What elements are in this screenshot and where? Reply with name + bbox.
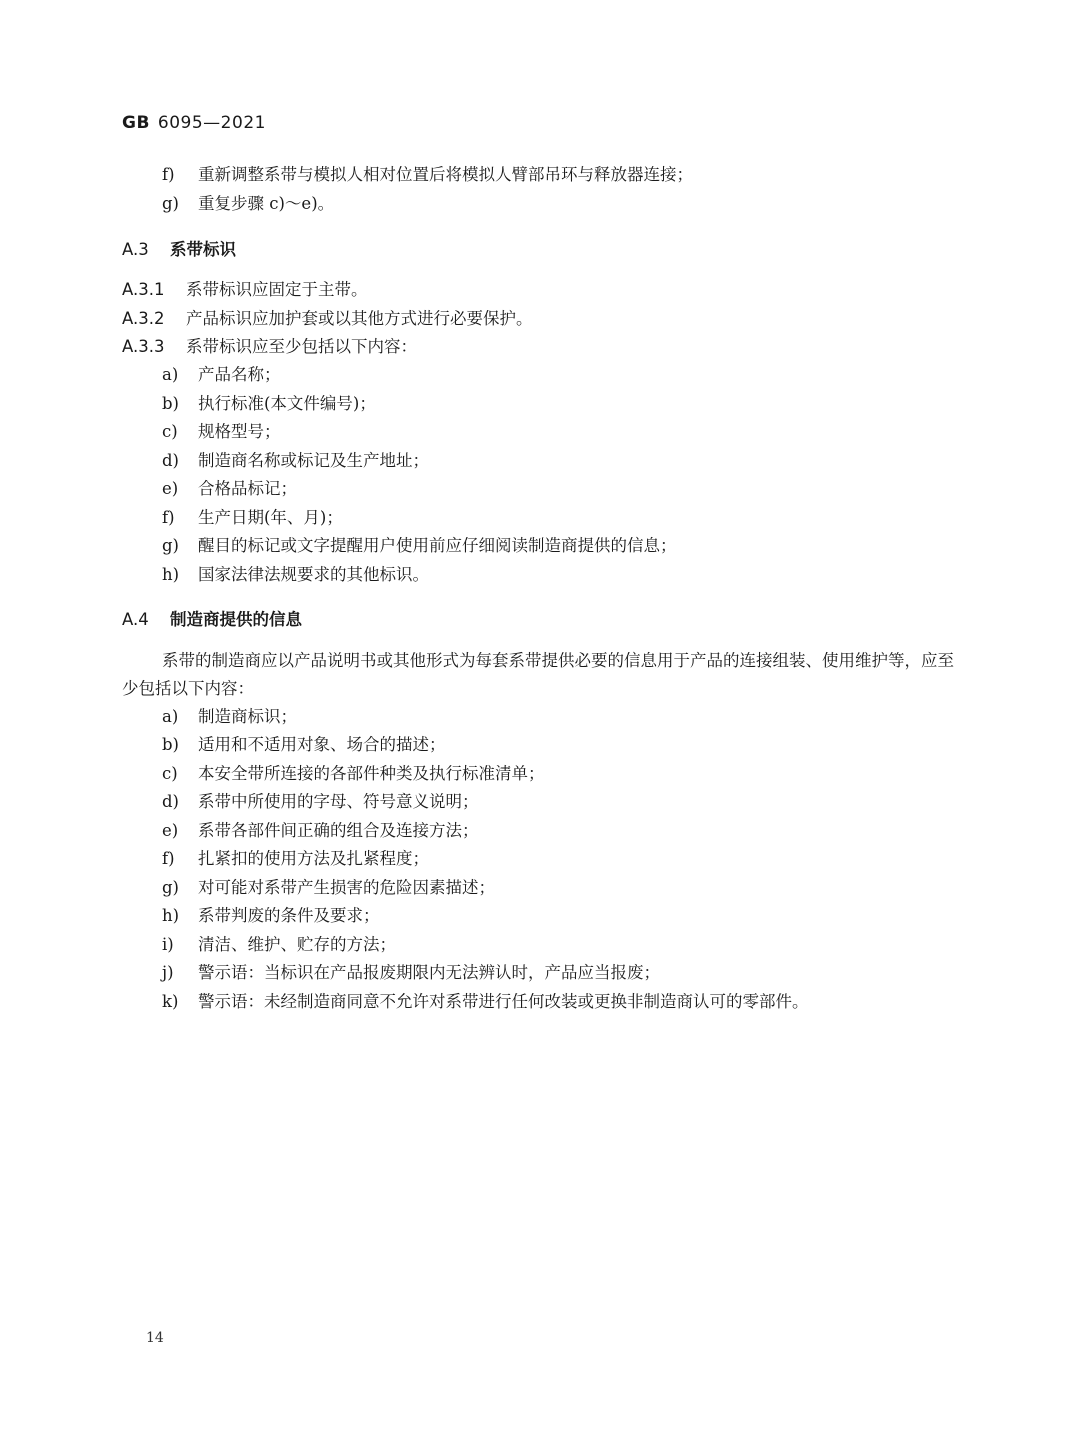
clause-a3-1 <box>122 279 368 301</box>
section-title: 制造商提供的信息 <box>170 610 302 629</box>
list-text: 重新调整系带与模拟人相对位置后将模拟人臂部吊环与释放器连接； <box>198 165 693 184</box>
list-marker: a) <box>162 365 179 384</box>
list-marker: g) <box>162 194 179 213</box>
list-marker: b) <box>162 394 179 413</box>
section-heading-a4 <box>122 606 302 630</box>
section-number: A.3 <box>122 240 149 259</box>
list-marker: c) <box>162 764 178 783</box>
list-item <box>162 507 343 529</box>
list-text: 警示语：当标识在产品报废期限内无法辨认时，产品应当报废； <box>198 963 660 982</box>
list-marker: h) <box>162 906 180 925</box>
list-marker: d) <box>162 451 179 470</box>
clause-number: A.3.3 <box>122 337 165 356</box>
list-marker: e) <box>162 821 179 840</box>
list-item <box>162 706 297 728</box>
clause-number: A.3.1 <box>122 280 165 299</box>
list-item <box>162 877 495 899</box>
clause-text: 系带标识应至少包括以下内容： <box>186 337 417 356</box>
list-marker: f) <box>162 508 175 527</box>
page-number: 14 <box>146 1330 164 1346</box>
list-item <box>162 962 660 984</box>
standard-prefix: GB <box>122 113 150 133</box>
list-text: 产品名称； <box>198 365 281 384</box>
clause-text: 产品标识应加护套或以其他方式进行必要保护。 <box>186 309 533 328</box>
list-marker: g) <box>162 878 179 897</box>
clause-text: 系带标识应固定于主带。 <box>186 280 368 299</box>
list-item <box>162 450 429 472</box>
list-item <box>162 393 376 415</box>
clause-a3-3 <box>122 336 417 358</box>
list-marker: f) <box>162 849 175 868</box>
list-marker: a) <box>162 707 179 726</box>
list-item <box>162 734 446 756</box>
list-text: 规格型号； <box>198 422 281 441</box>
list-text: 国家法律法规要求的其他标识。 <box>198 565 429 584</box>
list-item <box>162 421 281 443</box>
list-item <box>162 164 693 186</box>
section-intro-paragraph: 系带的制造商应以产品说明书或其他形式为每套系带提供必要的信息用于产品的连接组装、使用维护等，应至少包括以下内容： <box>122 651 954 698</box>
list-item <box>162 193 334 215</box>
list-marker: g) <box>162 536 179 555</box>
list-marker: e) <box>162 479 179 498</box>
list-text: 系带各部件间正确的组合及连接方法； <box>198 821 479 840</box>
list-marker: h) <box>162 565 180 584</box>
list-item <box>162 364 281 386</box>
list-text: 醒目的标记或文字提醒用户使用前应仔细阅读制造商提供的信息； <box>198 536 677 555</box>
list-text: 重复步骤 c)～e)。 <box>198 194 335 213</box>
list-marker: f) <box>162 165 175 184</box>
standard-number: 6095—2021 <box>157 113 266 133</box>
list-text: 系带中所使用的字母、符号意义说明； <box>198 792 479 811</box>
list-text: 对可能对系带产生损害的危险因素描述； <box>198 878 495 897</box>
list-marker: d) <box>162 792 179 811</box>
list-item <box>162 763 545 785</box>
list-marker: b) <box>162 735 179 754</box>
list-text: 制造商名称或标记及生产地址； <box>198 451 429 470</box>
section-heading-a3 <box>122 236 236 260</box>
list-item <box>162 991 809 1013</box>
list-text: 合格品标记； <box>198 479 297 498</box>
list-text: 制造商标识； <box>198 707 297 726</box>
clause-number: A.3.2 <box>122 309 165 328</box>
list-item <box>162 934 396 956</box>
section-title: 系带标识 <box>170 240 236 259</box>
list-text: 本安全带所连接的各部件种类及执行标准清单； <box>198 764 545 783</box>
list-marker: j) <box>162 963 174 982</box>
list-marker: c) <box>162 422 178 441</box>
list-item <box>162 564 429 586</box>
standard-number-header <box>122 113 266 133</box>
list-item <box>162 905 380 927</box>
list-text: 清洁、维护、贮存的方法； <box>198 935 396 954</box>
list-item <box>162 478 297 500</box>
clause-a3-2 <box>122 308 533 330</box>
list-marker: i) <box>162 935 174 954</box>
list-item <box>162 848 429 870</box>
list-item <box>162 820 479 842</box>
list-item <box>162 791 479 813</box>
list-text: 警示语：未经制造商同意不允许对系带进行任何改装或更换非制造商认可的零部件。 <box>198 992 809 1011</box>
list-text: 生产日期(年、月)； <box>198 508 343 527</box>
list-text: 适用和不适用对象、场合的描述； <box>198 735 446 754</box>
list-text: 系带判废的条件及要求； <box>198 906 380 925</box>
list-item <box>162 535 677 557</box>
list-text: 执行标准(本文件编号)； <box>198 394 376 413</box>
list-marker: k) <box>162 992 179 1011</box>
section-number: A.4 <box>122 610 149 629</box>
list-text: 扎紧扣的使用方法及扎紧程度； <box>198 849 429 868</box>
